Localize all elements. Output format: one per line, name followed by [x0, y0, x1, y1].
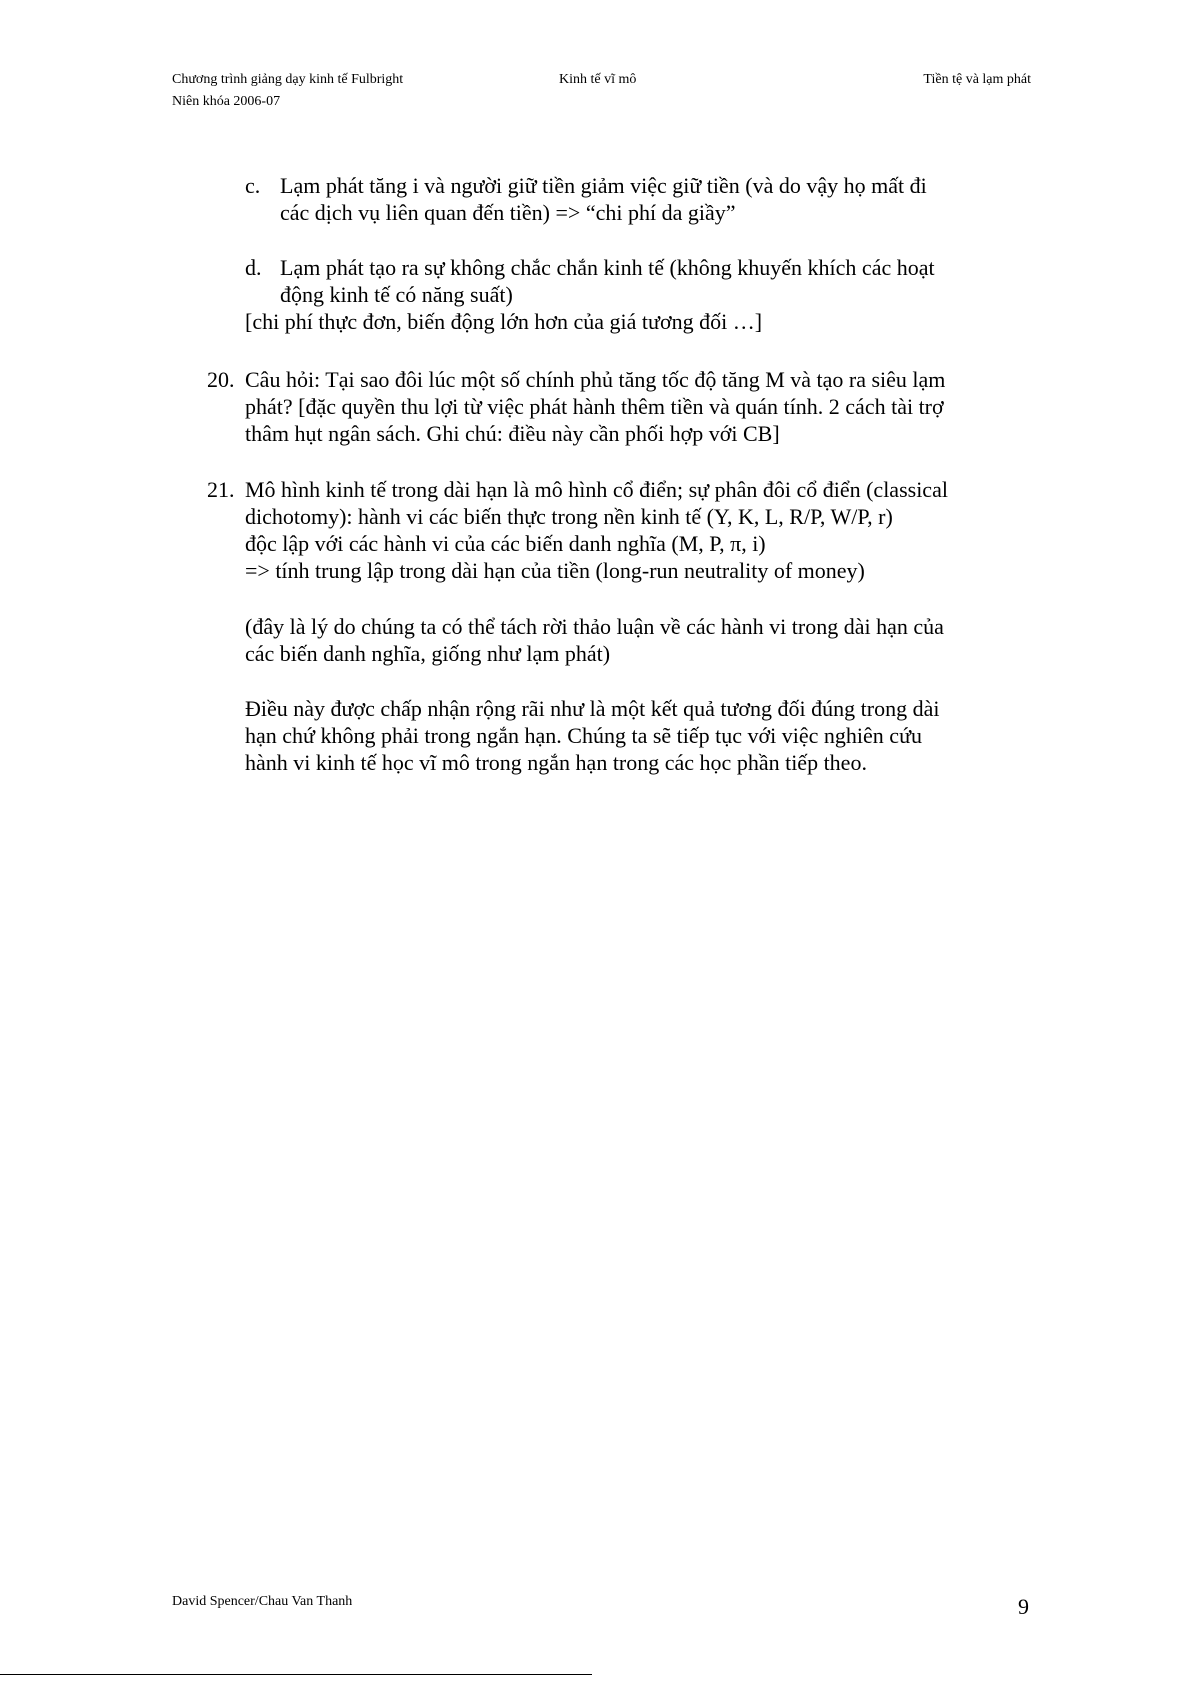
- item-c-line: Lạm phát tăng i và người giữ tiền giảm việc giữ tiền (và do vậy họ mất đi: [280, 173, 927, 198]
- question-20-line: thâm hụt ngân sách. Ghi chú: điều này cần phối hợp với CB]: [245, 421, 780, 446]
- footer-authors: David Spencer/Chau Van Thanh: [172, 1594, 353, 1609]
- question-20-line: Câu hỏi: Tại sao đôi lúc một số chính phủ tăng tốc độ tăng M và tạo ra siêu lạm: [245, 367, 946, 392]
- item-d-line: Lạm phát tạo ra sự không chắc chắn kinh tế (không khuyến khích các hoạt: [280, 255, 935, 280]
- question-20-text: [245, 366, 945, 447]
- header-program: Chương trình giảng dạy kinh tế Fulbright: [172, 72, 404, 87]
- question-21-line: Mô hình kinh tế trong dài hạn là mô hình cổ điển; sự phân đôi cổ điển (classical: [245, 477, 948, 502]
- question-20-label: 20.: [207, 367, 235, 392]
- question-21-paragraph-2: [245, 613, 944, 667]
- question-21-p3-line: hạn chứ không phải trong ngắn hạn. Chúng ta sẽ tiếp tục với việc nghiên cứu: [245, 723, 922, 748]
- item-d-text: [280, 254, 935, 308]
- question-21-text: [245, 476, 948, 584]
- item-c-line: các dịch vụ liên quan đến tiền) => “chi phí da giầy”: [280, 200, 736, 225]
- question-20-line: phát? [đặc quyền thu lợi từ việc phát hành thêm tiền và quán tính. 2 cách tài trợ: [245, 394, 944, 419]
- question-21-line: => tính trung lập trong dài hạn của tiền (long-run neutrality of money): [245, 558, 865, 583]
- question-21-line: dichotomy): hành vi các biến thực trong nền kinh tế (Y, K, L, R/P, W/P, r): [245, 504, 893, 529]
- question-21-line: độc lập với các hành vi của các biến danh nghĩa (M, P, π, i): [245, 531, 766, 556]
- item-d-line: động kinh tế có năng suất): [280, 282, 513, 307]
- question-21-paragraph-3: [245, 695, 939, 776]
- question-21-p2-line: (đây là lý do chúng ta có thể tách rời thảo luận về các hành vi trong dài hạn của: [245, 614, 944, 639]
- page-number: 9: [1018, 1594, 1029, 1619]
- header-academic-year: Niên khóa 2006-07: [172, 94, 281, 109]
- question-21-p3-line: Điều này được chấp nhận rộng rãi như là một kết quả tương đối đúng trong dài: [245, 696, 940, 721]
- item-d-note: [chi phí thực đơn, biến động lớn hơn của giá tương đối …]: [245, 309, 763, 334]
- footer-divider: [0, 1674, 592, 1675]
- header-topic: Tiền tệ và lạm phát: [923, 72, 1031, 87]
- question-21-p3-line: hành vi kinh tế học vĩ mô trong ngắn hạn trong các học phần tiếp theo.: [245, 750, 867, 775]
- question-21-p2-line: các biến danh nghĩa, giống như lạm phát): [245, 641, 611, 666]
- item-c-text: [280, 172, 927, 226]
- question-21-label: 21.: [207, 477, 235, 502]
- item-d-label: d.: [245, 255, 262, 280]
- header-subject: Kinh tế vĩ mô: [559, 72, 637, 87]
- item-c-label: c.: [245, 173, 261, 198]
